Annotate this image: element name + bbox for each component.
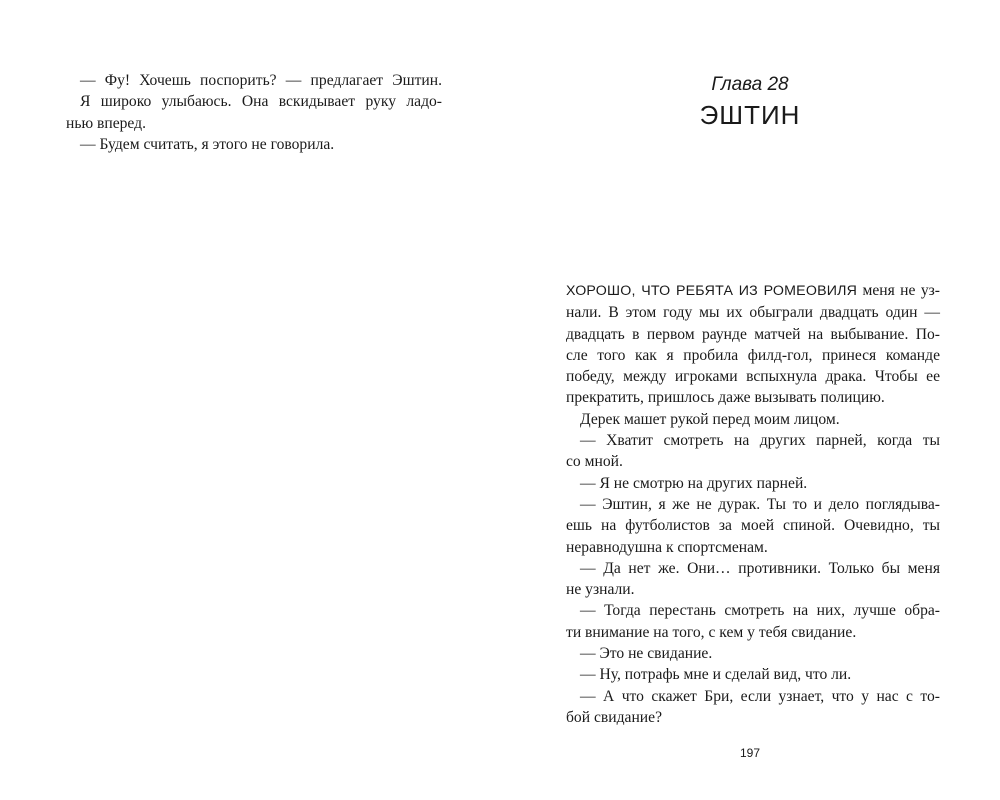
- text-line: Я широко улыбаюсь. Она вскидывает руку ладо-: [80, 93, 442, 111]
- text-line: ти внимание на того, с кем у тебя свидание.: [566, 623, 857, 641]
- text-line: — Тогда перестань смотреть на них, лучше обра-: [580, 602, 940, 620]
- text-line: Дерек машет рукой перед моим лицом.: [580, 410, 840, 428]
- left-page-text: [66, 70, 442, 155]
- text-line: победу, между игроками вспыхнула драка. Чтобы ее: [566, 368, 940, 386]
- text-line: нью вперед.: [66, 114, 146, 132]
- text-line: двадцать в первом раунде матчей на выбывание. По-: [566, 325, 940, 343]
- opening-rest: меня не уз-: [862, 282, 940, 299]
- text-line: — Фу! Хочешь поспорить? — предлагает Эштин.: [80, 72, 442, 89]
- text-line: — А что скажет Бри, если узнает, что у нас с то-: [580, 687, 940, 705]
- text-line: нали. В этом году мы их обыграли двадцать один —: [566, 304, 940, 322]
- text-line: — Ну, потрафь мне и сделай вид, что ли.: [580, 666, 852, 684]
- text-line: — Это не свидание.: [580, 645, 713, 663]
- right-page: [500, 0, 1000, 800]
- text-line: не узнали.: [566, 581, 635, 599]
- opening-line: [566, 280, 940, 302]
- text-line: — Будем считать, я этого не говорила.: [80, 135, 335, 153]
- text-line: со мной.: [566, 453, 623, 471]
- text-line: бой свидание?: [566, 708, 662, 726]
- text-line: прекратить, пришлось даже вызывать полицию.: [566, 389, 885, 407]
- right-page-text: [566, 280, 940, 728]
- opening-caps: ХОРОШО, ЧТО РЕБЯТА ИЗ РОМЕОВИЛЯ: [566, 283, 858, 299]
- text-line: — Я не смотрю на других парней.: [580, 474, 808, 492]
- page-number: 197: [739, 746, 761, 760]
- chapter-title: ЭШТИН: [699, 100, 801, 130]
- text-line: сле того как я пробила филд-гол, принеся команде: [566, 346, 940, 364]
- text-line: — Да нет же. Они… противники. Только бы меня: [580, 559, 940, 577]
- chapter-label: Глава 28: [711, 74, 789, 95]
- text-line: — Эштин, я же не дурак. Ты то и дело поглядыва-: [580, 495, 940, 513]
- text-line: неравнодушна к спортсменам.: [566, 538, 768, 556]
- text-line: ешь на футболистов за моей спиной. Очевидно, ты: [566, 517, 940, 535]
- text-line: — Хватит смотреть на других парней, когда ты: [580, 432, 940, 450]
